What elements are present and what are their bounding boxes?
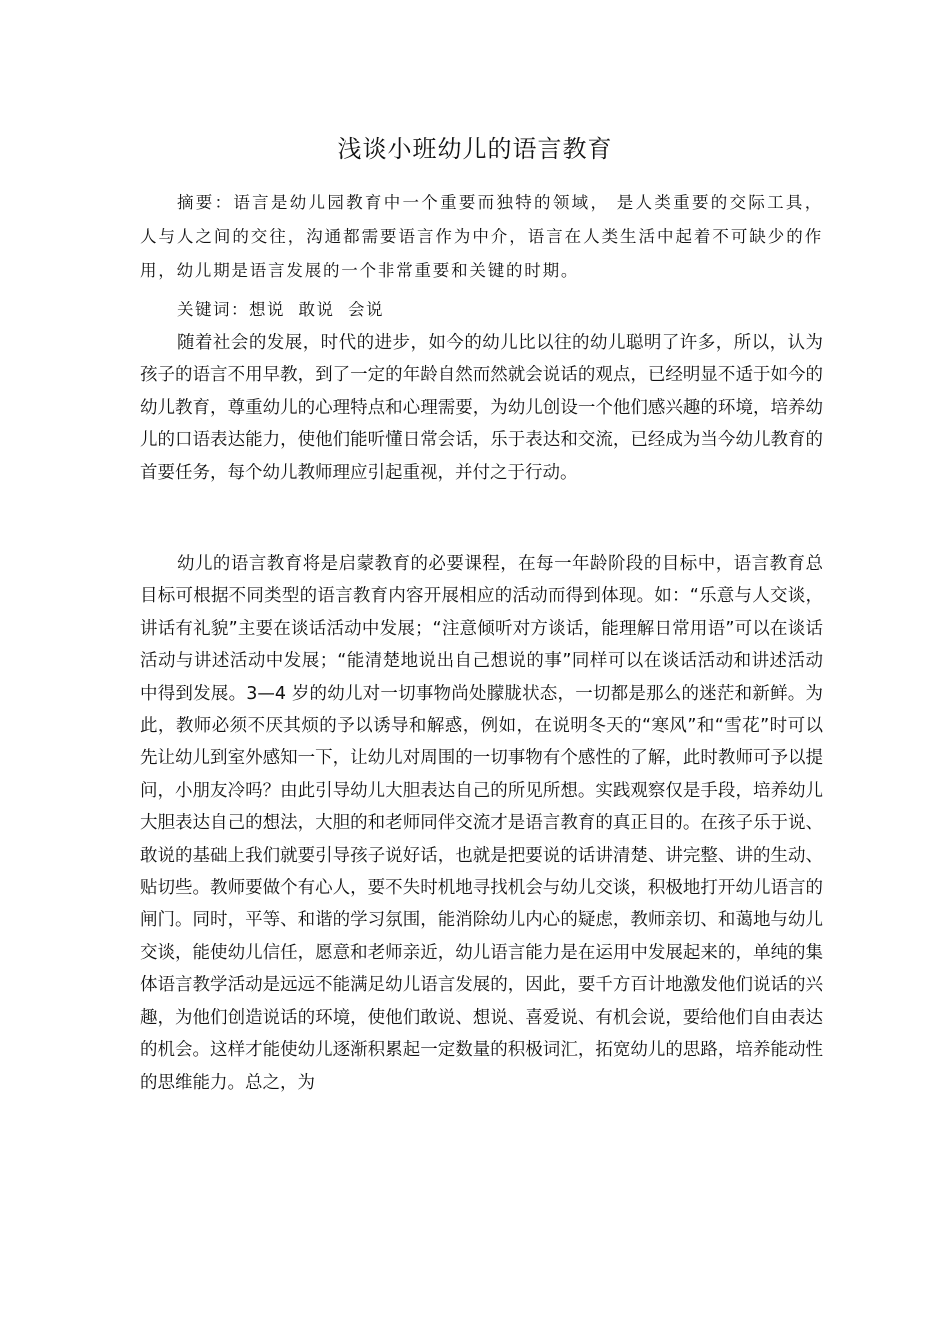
- body-paragraph: 随着社会的发展，时代的进步，如今的幼儿比以往的幼儿聪明了许多，所以，认为孩子的语言不用早教，到了一定的年龄自然而然就会说话的观点，已经明显不适于如今的幼儿教育，尊重幼儿的心理特点和心理需要，为幼儿创设一个他们感兴趣的环境，培养幼儿的口语表达能力，使他们能听懂日常会话，乐于表达和交流，已经成为当今幼儿教育的首要任务，每个幼儿教师理应引起重视，并付之于行动。: [140, 333, 823, 483]
- document-title: 浅谈小班幼儿的语言教育: [337, 135, 613, 163]
- abstract-paragraph: 摘要：语言是幼儿园教育中一个重要而独特的领域， 是人类重要的交际工具，人与人之间的交往，沟通都需要语言作为中介，语言在人类生活中起着不可缺少的作用，幼儿期是语言发展的一个非常重要和关键的时期。: [140, 193, 823, 280]
- body-paragraph: 幼儿的语言教育将是启蒙教育的必要课程，在每一年龄阶段的目标中，语言教育总目标可根据不同类型的语言教育内容开展相应的活动而得到体现。如：“乐意与人交谈，讲话有礼貌”主要在谈话活动中发展；“注意倾听对方谈话，能理解日常用语”可以在谈话活动与讲述活动中发展；“能清楚地说出自己想说的事”同样可以在谈话活动和讲述活动中得到发展。3—4 岁的幼儿对一切事物尚处朦胧状态，一切都是那么的迷茫和新鲜。为此，教师必须不厌其烦的予以诱导和解惑，例如，在说明冬天的“寒风”和“雪花”时可以先让幼儿到室外感知一下，让幼儿对周围的一切事物有个感性的了解，此时教师可予以提问，小朋友冷吗？由此引导幼儿大胆表达自己的所见所想。实践观察仅是手段，培养幼儿大胆表达自己的想法，大胆的和老师同伴交流才是语言教育的真正目的。在孩子乐于说、敢说的基础上我们就要引导孩子说好话，也就是把要说的话讲清楚、讲完整、讲的生动、贴切些。教师要做个有心人，要不失时机地寻找机会与幼儿交谈，积极地打开幼儿语言的闸门。同时，平等、和谐的学习氛围，能消除幼儿内心的疑虑，教师亲切、和蔼地与幼儿交谈，能使幼儿信任，愿意和老师亲近，幼儿语言能力是在运用中发展起来的，单纯的集体语言教学活动是远远不能满足幼儿语言发展的，因此，要千方百计地激发他们说话的兴趣，为他们创造说话的环境，使他们敢说、想说、喜爱说、有机会说，要给他们自由表达的机会。这样才能使幼儿逐渐积累起一定数量的积极词汇，拓宽幼儿的思路，培养能动性的思维能力。总之，为: [140, 554, 823, 1093]
- keywords-line: 关键词：想说 敢说 会说: [177, 300, 384, 319]
